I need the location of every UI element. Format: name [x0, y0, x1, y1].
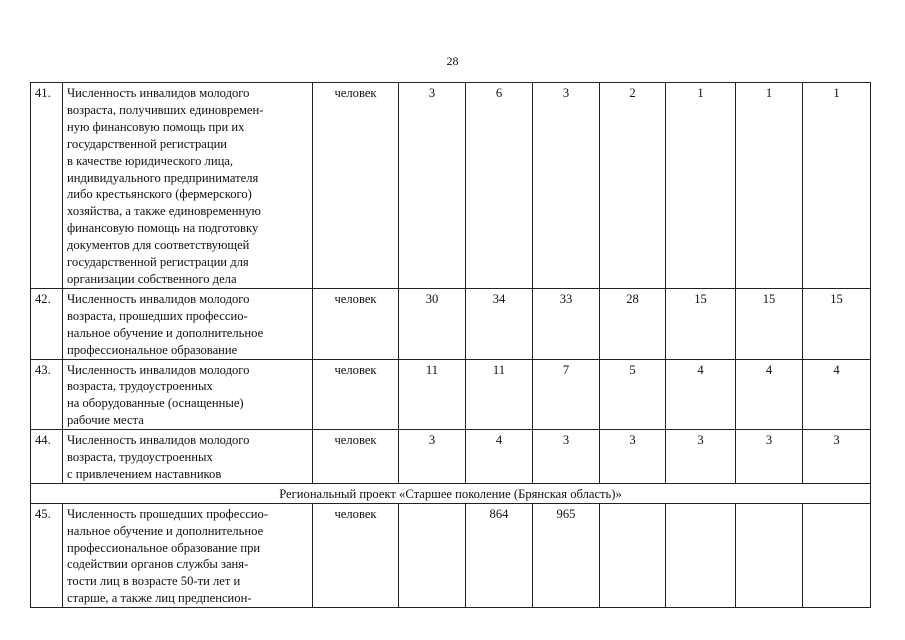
description-line: тости лиц в возрасте 50-ти лет и [67, 574, 241, 589]
value-cell: 3 [666, 430, 736, 484]
description-line: Численность инвалидов молодого [67, 362, 250, 377]
description-line: государственной регистрации для [67, 255, 249, 270]
row-number: 45. [31, 503, 63, 607]
value-cell: 11 [399, 359, 466, 430]
indicator-description [63, 288, 313, 359]
table-row [31, 430, 871, 484]
value-cell: 15 [803, 288, 871, 359]
value-cell: 3 [803, 430, 871, 484]
description-line: возраста, получивших единовремен- [67, 102, 264, 117]
table-row [31, 503, 871, 607]
description-line: государственной регистрации [67, 136, 228, 151]
value-cell: 3 [533, 430, 600, 484]
page-number: 28 [446, 54, 459, 68]
description-line: возраста, трудоустроенных [67, 450, 213, 465]
value-cell: 4 [803, 359, 871, 430]
description-line: финансовую помощь на подготовку [67, 221, 259, 236]
value-cell: 33 [533, 288, 600, 359]
value-cell: 1 [736, 83, 803, 289]
value-cell: 7 [533, 359, 600, 430]
row-number: 43. [31, 359, 63, 430]
value-cell: 3 [533, 83, 600, 289]
indicators-table [30, 82, 871, 608]
description-line: рабочие места [67, 413, 144, 428]
description-line: документов для соответствующей [67, 238, 250, 253]
indicator-description [63, 430, 313, 484]
unit-cell: человек [313, 359, 399, 430]
row-number: 41. [31, 83, 63, 289]
value-cell: 2 [600, 83, 666, 289]
description-line: с привлечением наставников [67, 466, 222, 481]
value-cell: 4 [736, 359, 803, 430]
value-cell: 11 [466, 359, 533, 430]
description-line: Численность инвалидов молодого [67, 291, 250, 306]
value-cell [666, 503, 736, 607]
value-cell: 864 [466, 503, 533, 607]
section-row [31, 483, 871, 503]
value-cell [399, 503, 466, 607]
value-cell: 5 [600, 359, 666, 430]
description-line: старше, а также лиц предпенсион- [67, 591, 252, 606]
description-line: нальное обучение и дополнительное [67, 325, 264, 340]
description-line: либо крестьянского (фермерского) [67, 187, 252, 202]
value-cell: 3 [736, 430, 803, 484]
indicator-description [63, 359, 313, 430]
description-line: на оборудованные (оснащенные) [67, 396, 244, 411]
value-cell: 1 [803, 83, 871, 289]
value-cell: 34 [466, 288, 533, 359]
table-row [31, 288, 871, 359]
value-cell: 965 [533, 503, 600, 607]
table-row [31, 83, 871, 289]
row-number: 44. [31, 430, 63, 484]
indicator-description [63, 83, 313, 289]
section-title: Региональный проект «Старшее поколение (Брянская область)» [31, 483, 871, 503]
unit-cell: человек [313, 503, 399, 607]
description-line: хозяйства, а также единовременную [67, 204, 261, 219]
unit-cell: человек [313, 83, 399, 289]
description-line: профессиональное образование при [67, 540, 261, 555]
description-line: профессиональное образование [67, 342, 238, 357]
value-cell: 15 [666, 288, 736, 359]
description-line: содействии органов службы заня- [67, 557, 249, 572]
unit-cell: человек [313, 430, 399, 484]
unit-cell: человек [313, 288, 399, 359]
description-line: Численность инвалидов молодого [67, 433, 250, 448]
description-line: Численность инвалидов молодого [67, 86, 250, 100]
table-body [31, 83, 871, 608]
value-cell: 4 [666, 359, 736, 430]
value-cell: 30 [399, 288, 466, 359]
value-cell: 3 [600, 430, 666, 484]
description-line: возраста, прошедших профессио- [67, 308, 248, 323]
value-cell: 1 [666, 83, 736, 289]
row-number: 42. [31, 288, 63, 359]
description-line: организации собственного дела [67, 271, 237, 286]
value-cell: 6 [466, 83, 533, 289]
table-row [31, 359, 871, 430]
value-cell [736, 503, 803, 607]
description-line: индивидуального предпринимателя [67, 170, 259, 185]
value-cell: 15 [736, 288, 803, 359]
value-cell: 28 [600, 288, 666, 359]
value-cell [803, 503, 871, 607]
description-line: Численность прошедших профессио- [67, 506, 269, 521]
description-line: нальное обучение и дополнительное [67, 523, 264, 538]
description-line: возраста, трудоустроенных [67, 379, 213, 394]
indicator-description [63, 503, 313, 607]
value-cell [600, 503, 666, 607]
value-cell: 4 [466, 430, 533, 484]
description-line: ную финансовую помощь при их [67, 119, 245, 134]
value-cell: 3 [399, 83, 466, 289]
value-cell: 3 [399, 430, 466, 484]
description-line: в качестве юридического лица, [67, 153, 234, 168]
